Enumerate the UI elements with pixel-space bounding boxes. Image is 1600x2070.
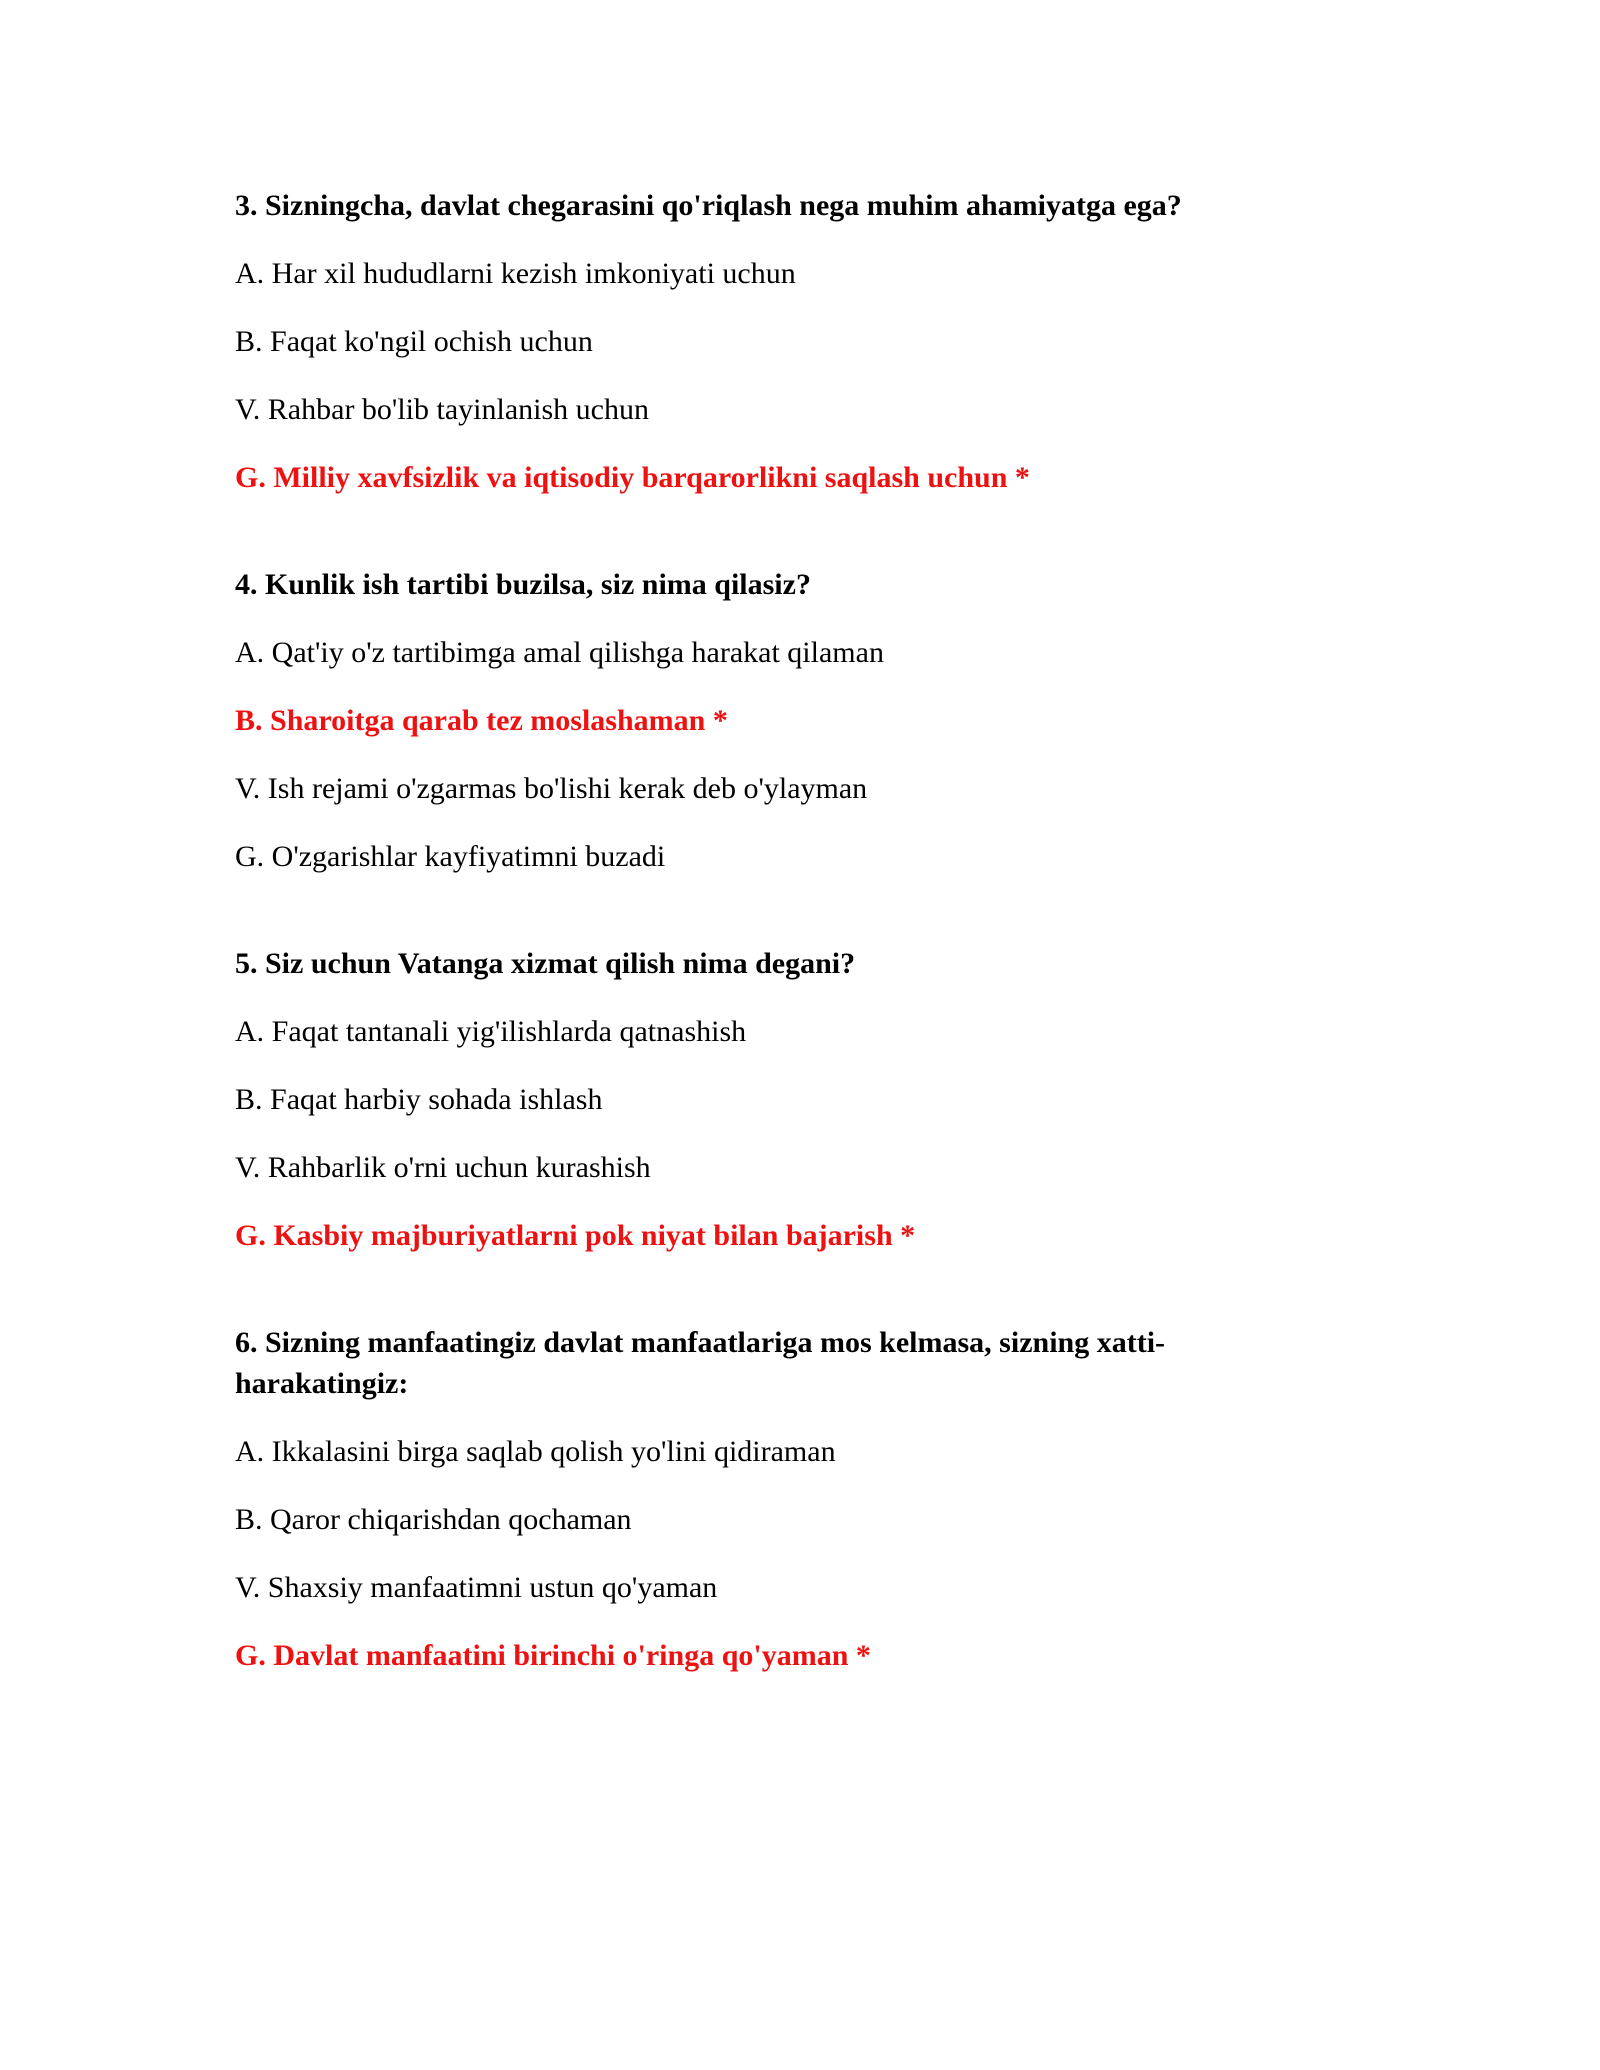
correct-answer-option-b: B. Sharoitga qarab tez moslashaman *: [235, 704, 728, 737]
question-title: 5. Siz uchun Vatanga xizmat qilish nima degani?: [235, 947, 856, 980]
question-block-6: [235, 1322, 1335, 1676]
answer-option-b: B. Faqat harbiy sohada ishlash: [235, 1083, 603, 1116]
answer-option-g: G. O'zgarishlar kayfiyatimni buzadi: [235, 840, 666, 873]
answer-option-a: A. Har xil hududlarni kezish imkoniyati uchun: [235, 257, 796, 290]
question-block-4: [235, 564, 1335, 877]
question-title: 4. Kunlik ish tartibi buzilsa, siz nima qilasiz?: [235, 568, 811, 601]
answer-option-v: V. Rahbarlik o'rni uchun kurashish: [235, 1151, 651, 1184]
answer-option-b: B. Qaror chiqarishdan qochaman: [235, 1503, 632, 1536]
correct-answer-option-g: G. Davlat manfaatini birinchi o'ringa qo'yaman *: [235, 1639, 871, 1672]
answer-option-v: V. Rahbar bo'lib tayinlanish uchun: [235, 393, 649, 426]
document-page: [235, 185, 1335, 1742]
question-title: 3. Sizningcha, davlat chegarasini qo'riqlash nega muhim ahamiyatga ega?: [235, 189, 1182, 222]
correct-answer-option-g: G. Kasbiy majburiyatlarni pok niyat bilan bajarish *: [235, 1219, 916, 1252]
answer-option-v: V. Shaxsiy manfaatimni ustun qo'yaman: [235, 1571, 718, 1604]
answer-option-a: A. Qat'iy o'z tartibimga amal qilishga harakat qilaman: [235, 636, 884, 669]
answer-option-a: A. Ikkalasini birga saqlab qolish yo'lini qidiraman: [235, 1435, 836, 1468]
question-block-3: [235, 185, 1335, 498]
answer-option-a: A. Faqat tantanali yig'ilishlarda qatnashish: [235, 1015, 747, 1048]
question-title: 6. Sizning manfaatingiz davlat manfaatlariga mos kelmasa, sizning xatti-harakatingiz:: [235, 1326, 1166, 1400]
question-block-5: [235, 943, 1335, 1256]
answer-option-b: B. Faqat ko'ngil ochish uchun: [235, 325, 593, 358]
correct-answer-option-g: G. Milliy xavfsizlik va iqtisodiy barqarorlikni saqlash uchun *: [235, 461, 1030, 494]
answer-option-v: V. Ish rejami o'zgarmas bo'lishi kerak deb o'ylayman: [235, 772, 868, 805]
